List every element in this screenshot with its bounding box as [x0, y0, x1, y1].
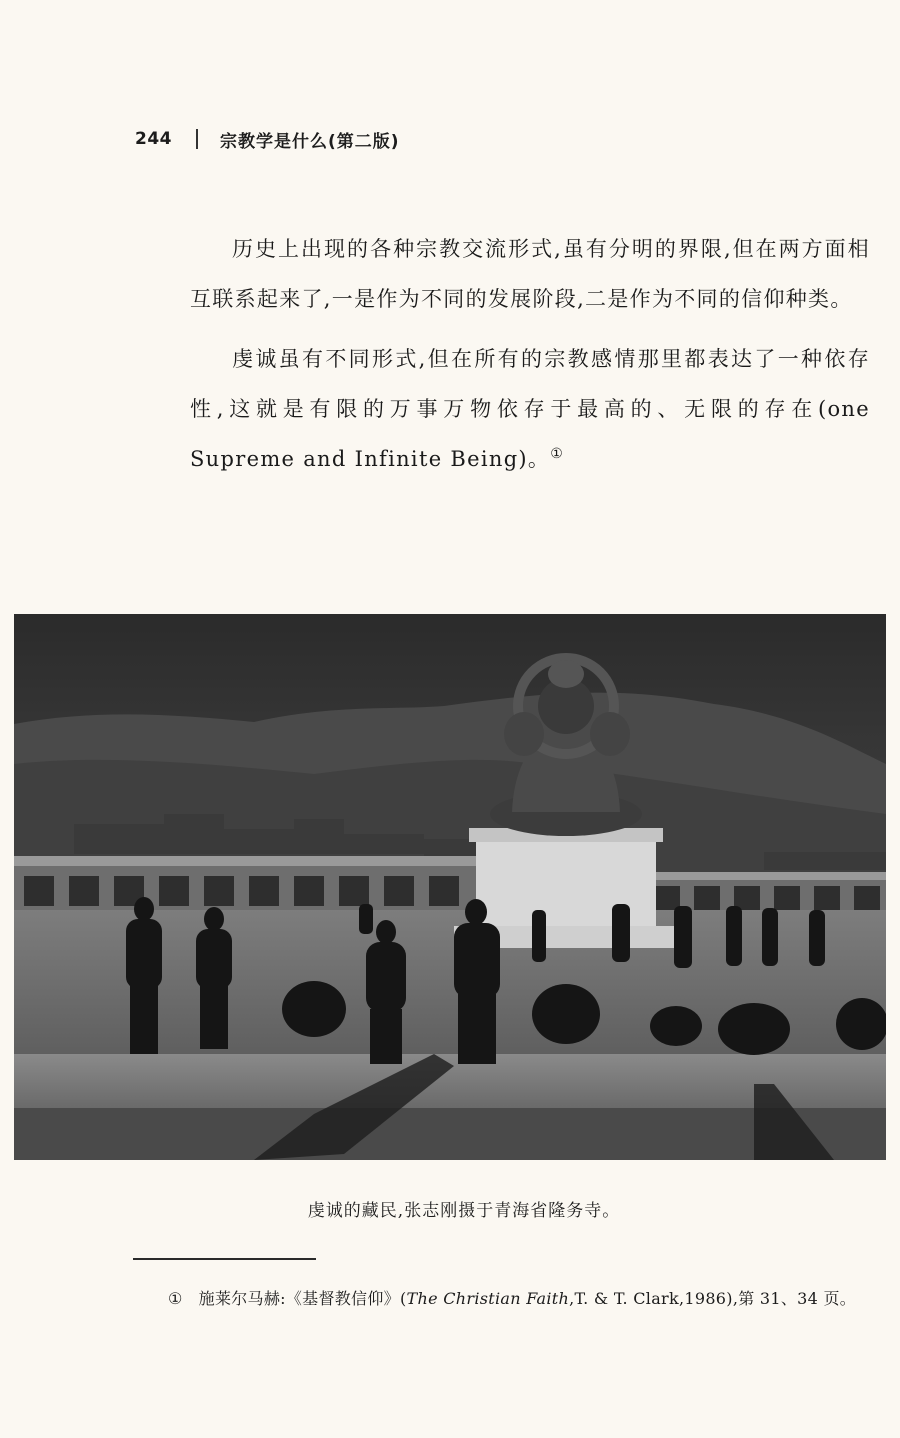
header-divider [196, 129, 198, 149]
photo-illustration [14, 614, 886, 1160]
book-title: 宗教学是什么(第二版) [220, 131, 400, 152]
footnote-book-title: The Christian Faith [406, 1289, 570, 1308]
body-text [190, 224, 870, 484]
footnote-divider [133, 1258, 316, 1260]
footnote-reference[interactable]: ① [550, 446, 565, 462]
running-header [135, 124, 400, 154]
footnote [168, 1286, 888, 1309]
paragraph-text: 虔诚虽有不同形式,但在所有的宗教感情那里都表达了一种依存性,这就是有限的万事万物依存于最高的、无限的存在(one Supreme and Infinite Being)。 [190, 347, 870, 471]
paragraph: 历史上出现的各种宗教交流形式,虽有分明的界限,但在两方面相互联系起来了,一是作为不同的发展阶段,二是作为不同的信仰种类。 [190, 237, 870, 311]
photo-caption: 虔诚的藏民,张志刚摄于青海省隆务寺。 [307, 1201, 621, 1221]
footnote-text-after: ,T. & T. Clark,1986),第 31、34 页。 [569, 1289, 857, 1308]
paragraph [190, 334, 870, 484]
footnote-text-before: 施莱尔马赫:《基督教信仰》( [198, 1289, 407, 1308]
page-number: 244 [135, 129, 172, 149]
photograph [14, 614, 886, 1160]
footnote-marker: ① [168, 1289, 183, 1308]
